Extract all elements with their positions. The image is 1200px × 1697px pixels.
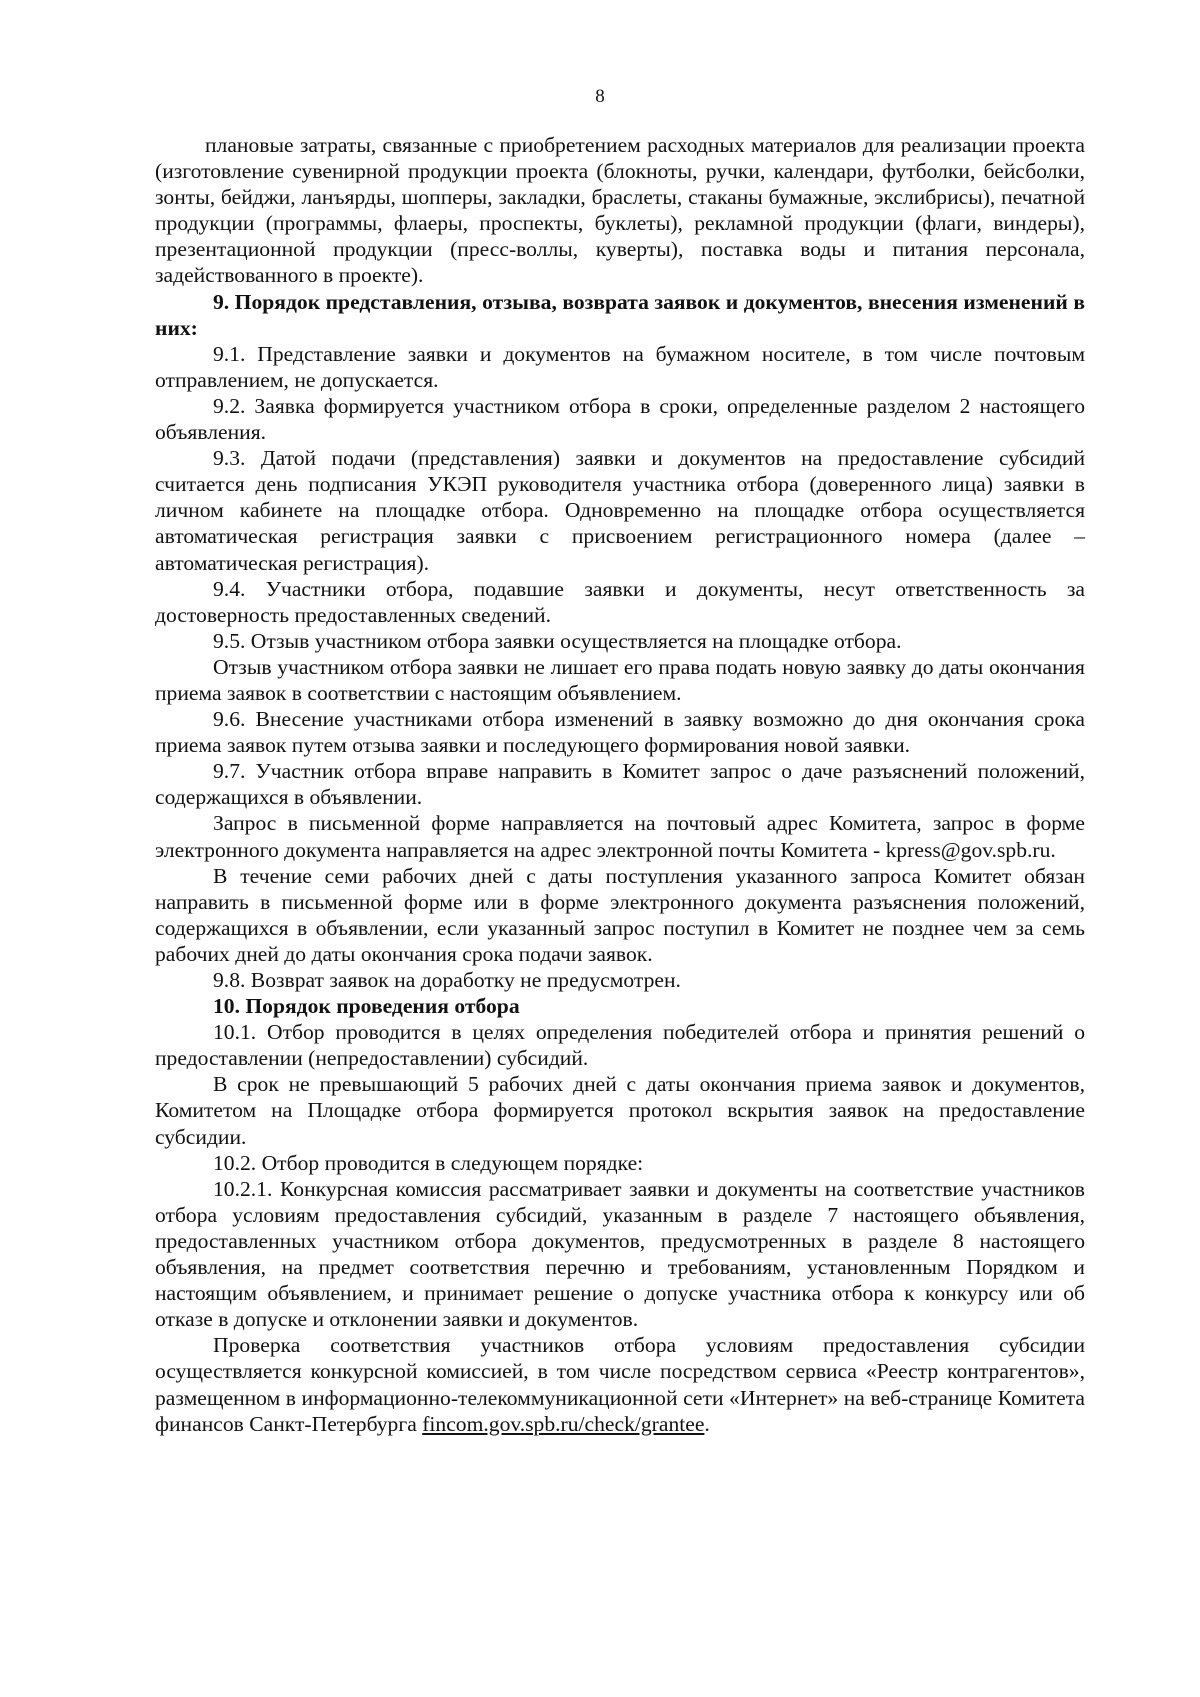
paragraph-9-7-request: Запрос в письменной форме направляется на почтовый адрес Комитета, запрос в форме электронного документа направляется на адрес электронной почты Комитета - kpress@gov.spb.ru. — [155, 811, 1085, 862]
paragraph-9-7-response: В течение семи рабочих дней с даты поступления указанного запроса Комитет обязан направить в письменной форме или в форме электронного документа разъяснения положений, содержащихся в объявлении, если указанный запрос поступил в Комитет не позднее чем за семь рабочих дней до даты окончания срока подачи заявок. — [155, 863, 1085, 966]
paragraph-10-1-protocol: В срок не превышающий 5 рабочих дней с даты окончания приема заявок и документов, Комитетом на Площадке отбора формируется протокол вскрытия заявок на предоставление субсидии. — [155, 1072, 1085, 1149]
paragraph-9-5: 9.5. Отзыв участником отбора заявки осуществляется на площадке отбора. — [213, 628, 902, 653]
section-heading-10: 10. Порядок проведения отбора — [213, 994, 520, 1019]
section-heading-9: 9. Порядок представления, отзыва, возврата заявок и документов, внесения изменений в них: — [155, 289, 1085, 340]
verification-text: Проверка соответствия участников отбора условиям предоставления субсидии осуществляется конкурсной комиссией, в том числе посредством сервиса «Реестр контрагентов», размещенном в информационно-телекоммуникационной сети «Интернет» на веб-странице Комитета финансов Санкт-Петербурга — [155, 1333, 1085, 1436]
paragraph-9-2: 9.2. Заявка формируется участником отбора в сроки, определенные разделом 2 настоящего объявления. — [155, 393, 1085, 445]
fincom-link[interactable]: fincom.gov.spb.ru/check/grantee — [422, 1411, 705, 1436]
paragraph-9-3: 9.3. Датой подачи (представления) заявки и документов на предоставление субсидий считается день подписания УКЭП руководителя участника отбора (доверенного лица) заявки в личном кабинете на площадке отбора. Одновременно на площадке отбора осуществляется автоматическая регистрация заявки с присвоением регистрационного номера (далее – автоматическая регистрация). — [155, 446, 1085, 575]
paragraph-10-2: 10.2. Отбор проводится в следующем порядке: — [213, 1150, 644, 1175]
paragraph-9-6: 9.6. Внесение участниками отбора изменений в заявку возможно до дня окончания срока приема заявок путем отзыва заявки и последующего формирования новой заявки. — [155, 707, 1085, 758]
paragraph-9-5-withdrawal: Отзыв участником отбора заявки не лишает его права подать новую заявку до даты окончания приема заявок в соответствии с настоящим объявлением. — [155, 654, 1085, 705]
paragraph-planned-costs: плановые затраты, связанные с приобретением расходных материалов для реализации проекта (изготовление сувенирной продукции проекта (блокноты, ручки, календари, футболки, бейсболки, зонты, бейджи, ланъярды, шопперы, закладки, браслеты, стаканы бумажные, экслибрисы), печатной продукции (программы, флаеры, проспекты, буклеты), рекламной продукции (флаги, виндеры), презентационной продукции (пресс-воллы, куверты), поставка воды и питания персонала, задействованного в проекте). — [155, 133, 1085, 288]
paragraph-10-1: 10.1. Отбор проводится в целях определения победителей отбора и принятия решений о предоставлении (непредоставлении) субсидий. — [155, 1020, 1085, 1071]
paragraph-10-2-1: 10.2.1. Конкурсная комиссия рассматривает заявки и документы на соответствие участников отбора условиям предоставления субсидий, указанным в разделе 7 настоящего объявления, предоставленных участником отбора документов, предусмотренных в разделе 8 настоящего объявления, на предмет соответствия перечню и требованиям, установленным Порядком и настоящим объявлением, и принимает решение о допуске участника отбора к конкурсу или об отказе в допуске и отклонении заявки и документов. — [155, 1176, 1085, 1332]
page-number: 8 — [595, 86, 605, 107]
paragraph-9-4: 9.4. Участники отбора, подавшие заявки и документы, несут ответственность за достоверность предоставленных сведений. — [155, 576, 1085, 627]
paragraph-9-8: 9.8. Возврат заявок на доработку не предусмотрен. — [213, 968, 681, 992]
paragraph-9-7: 9.7. Участник отбора вправе направить в Комитет запрос о даче разъяснений положений, содержащихся в объявлении. — [155, 759, 1085, 810]
document-body — [155, 132, 1085, 1437]
verification-period: . — [704, 1411, 710, 1436]
paragraph-9-1: 9.1. Представление заявки и документов на бумажном носителе, в том числе почтовым отправлением, не допускается. — [155, 341, 1085, 392]
paragraph-verification — [155, 1332, 1085, 1436]
